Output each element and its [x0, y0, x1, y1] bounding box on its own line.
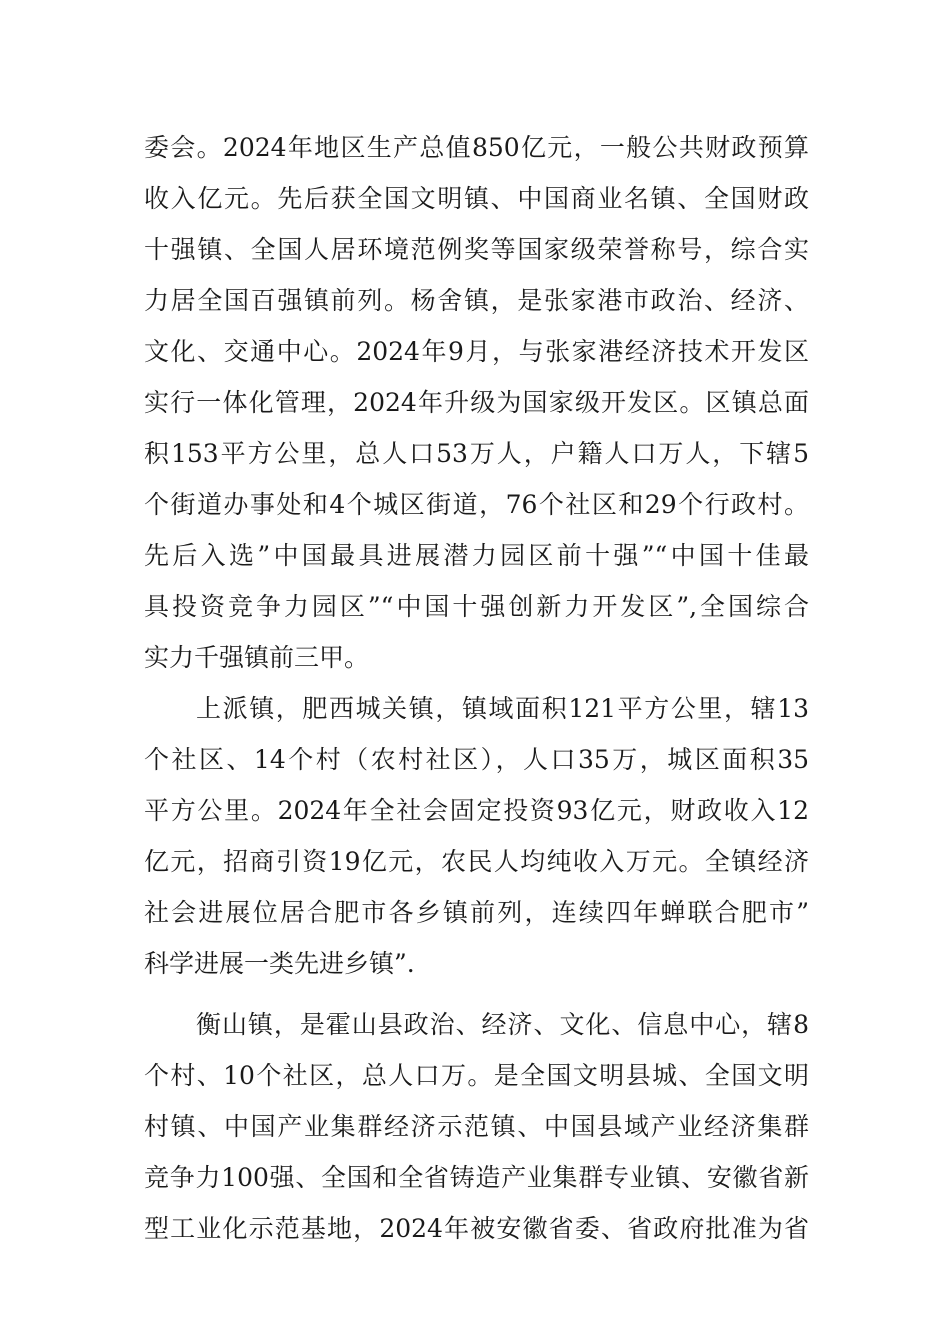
text-line: 积153平方公里，总人口53万人，户籍人口万人，下辖5 [144, 439, 809, 468]
text-line: 个社区、14个村（农村社区），人口35万，城区面积35 [144, 745, 809, 774]
text-line: 实行一体化管理，2024年升级为国家级开发区。区镇总面 [144, 388, 809, 417]
text-line: 收入亿元。先后获全国文明镇、中国商业名镇、全国财政 [144, 184, 809, 213]
text-line: 先后入选”中国最具进展潜力园区前十强”“中国十佳最 [144, 541, 809, 570]
text-line: 科学进展一类先进乡镇”. [144, 949, 415, 978]
text-line: 文化、交通中心。2024年9月，与张家港经济技术开发区 [144, 337, 809, 366]
text-line: 衡山镇，是霍山县政治、经济、文化、信息中心，辖8 [196, 1010, 809, 1039]
text-line: 力居全国百强镇前列。杨舍镇，是张家港市政治、经济、 [144, 286, 809, 315]
text-line: 个街道办事处和4个城区街道，76个社区和29个行政村。 [144, 490, 809, 519]
text-line: 上派镇，肥西城关镇，镇域面积121平方公里，辖13 [196, 694, 809, 723]
text-line: 个村、10个社区，总人口万。是全国文明县城、全国文明 [144, 1061, 809, 1090]
text-line: 具投资竞争力园区”“中国十强创新力开发区”,全国综合 [144, 592, 809, 621]
text-line: 委会。2024年地区生产总值850亿元，一般公共财政预算 [144, 133, 809, 162]
text-line: 竞争力100强、全国和全省铸造产业集群专业镇、安徽省新 [144, 1163, 809, 1192]
text-line: 社会进展位居合肥市各乡镇前列，连续四年蝉联合肥市” [144, 898, 809, 927]
text-line: 村镇、中国产业集群经济示范镇、中国县域产业经济集群 [144, 1112, 809, 1141]
text-line: 亿元，招商引资19亿元，农民人均纯收入万元。全镇经济 [144, 847, 809, 876]
text-line: 实力千强镇前三甲。 [144, 643, 370, 672]
text-line: 十强镇、全国人居环境范例奖等国家级荣誉称号，综合实 [144, 235, 809, 264]
text-line: 平方公里。2024年全社会固定投资93亿元，财政收入12 [144, 796, 809, 825]
text-line: 型工业化示范基地，2024年被安徽省委、省政府批准为省 [144, 1214, 809, 1243]
